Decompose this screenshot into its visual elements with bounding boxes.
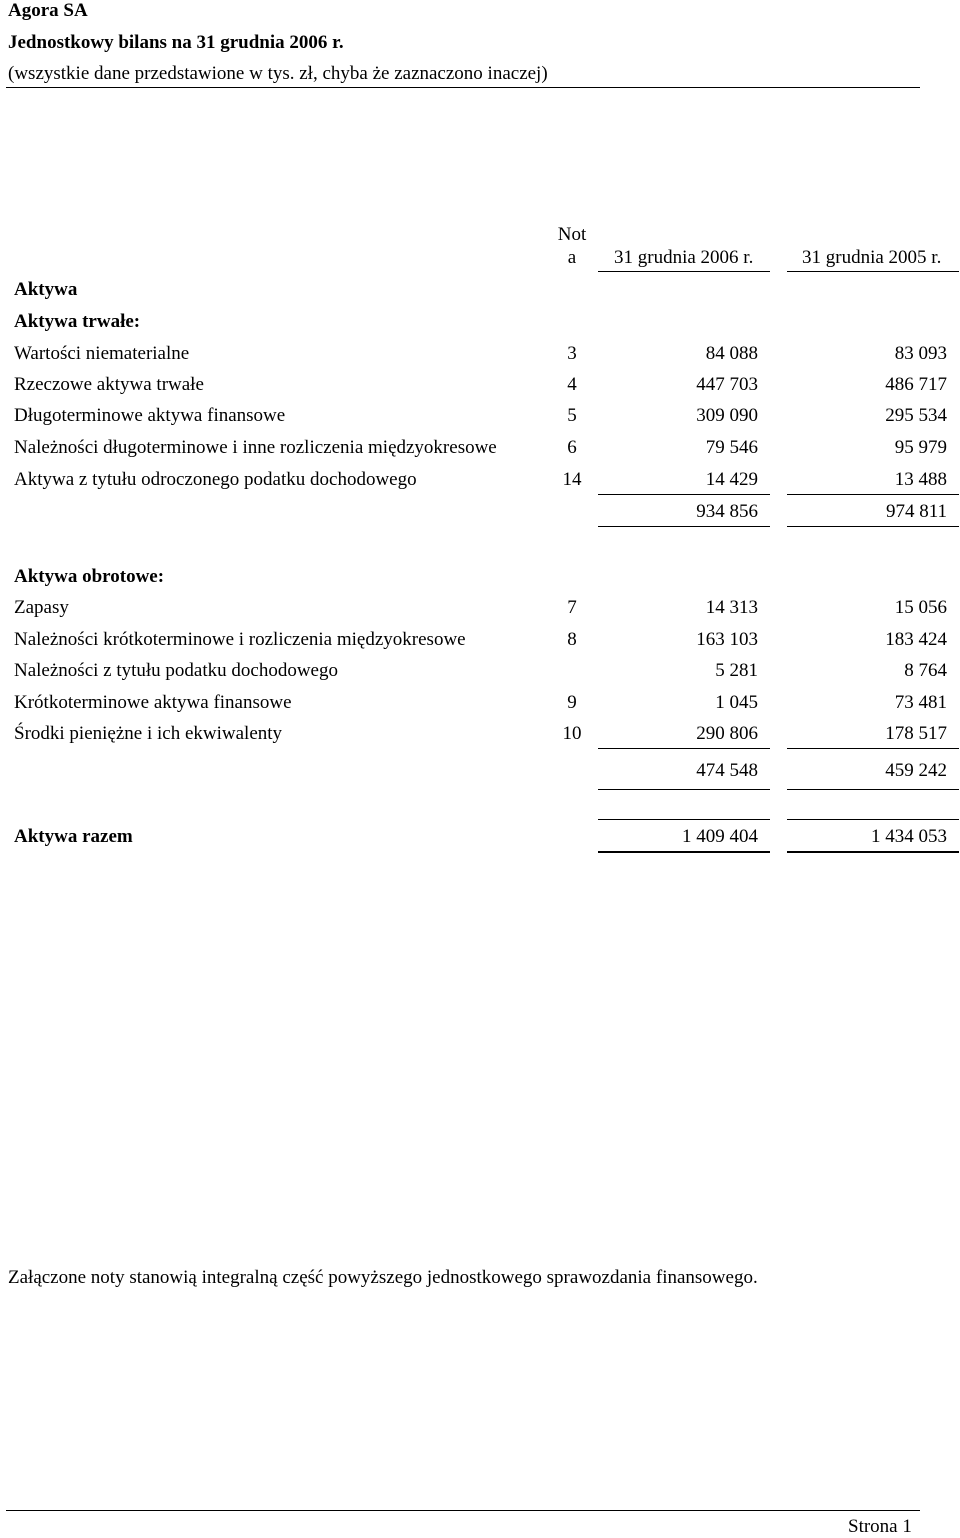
fixed-assets-heading: Aktywa trwałe:: [14, 311, 141, 332]
row-label: Krótkoterminowe aktywa finansowe: [14, 692, 292, 713]
row-label: Wartości niematerialne: [14, 343, 190, 364]
row-value-2005: 83 093: [894, 343, 947, 364]
current-assets-total-2006: 474 548: [696, 760, 758, 781]
row-value-2005: 73 481: [894, 692, 947, 713]
row-value-2005: 295 534: [885, 405, 947, 426]
page-number: Strona 1: [848, 1516, 912, 1537]
column-header-2006: 31 grudnia 2006 r.: [614, 247, 754, 268]
row-value-2005: 8 764: [904, 660, 947, 681]
row-label: Należności krótkoterminowe i rozliczenia międzyokresowe: [14, 629, 466, 650]
row-label: Środki pieniężne i ich ekwiwalenty: [14, 723, 283, 744]
row-value-2005: 178 517: [885, 723, 947, 744]
section-title: Aktywa: [14, 279, 78, 300]
column-header-2005: 31 grudnia 2005 r.: [802, 247, 942, 268]
row-note: 5: [567, 405, 577, 426]
note-header-line1: Not: [557, 224, 587, 245]
row-label: Zapasy: [14, 597, 69, 618]
row-value-2006: 5 281: [715, 660, 758, 681]
row-note: 10: [562, 723, 582, 744]
row-note: 3: [567, 343, 577, 364]
row-value-2006: 84 088: [705, 343, 758, 364]
company-name: Agora SA: [8, 0, 88, 21]
row-label: Należności z tytułu podatku dochodowego: [14, 660, 338, 681]
row-value-2006: 14 429: [705, 469, 758, 490]
document-subtitle: (wszystkie dane przedstawione w tys. zł, chyba że zaznaczono inaczej): [8, 63, 548, 84]
row-value-2006: 1 045: [715, 692, 758, 713]
fixed-assets-total-2006: 934 856: [696, 501, 758, 522]
row-label: Długoterminowe aktywa finansowe: [14, 405, 286, 426]
document-title: Jednostkowy bilans na 31 grudnia 2006 r.: [8, 32, 344, 53]
subtotal-rule-2005: [787, 748, 959, 749]
row-label: Rzeczowe aktywa trwałe: [14, 374, 204, 395]
grand-total-top-rule-2005: [787, 819, 959, 820]
row-value-2006: 79 546: [705, 437, 758, 458]
row-note: 8: [567, 629, 577, 650]
row-note: 14: [562, 469, 582, 490]
current-assets-total-2005: 459 242: [885, 760, 947, 781]
row-value-2005: 486 717: [885, 374, 947, 395]
row-note: 6: [567, 437, 577, 458]
grand-total-2006: 1 409 404: [682, 826, 758, 847]
row-value-2005: 95 979: [894, 437, 947, 458]
current-assets-heading: Aktywa obrotowe:: [14, 566, 165, 587]
row-value-2006: 14 313: [705, 597, 758, 618]
row-value-2006: 290 806: [696, 723, 758, 744]
row-value-2005: 13 488: [894, 469, 947, 490]
row-label: Aktywa z tytułu odroczonego podatku dochodowego: [14, 469, 417, 490]
row-value-2006: 447 703: [696, 374, 758, 395]
footer-note: Załączone noty stanowią integralną część powyższego jednostkowego sprawozdania finansowego.: [8, 1267, 758, 1288]
subtotal-underline-2006: [598, 526, 770, 527]
subtotal-rule-2006: [598, 748, 770, 749]
header-rule: [6, 87, 920, 88]
grand-total-2005: 1 434 053: [871, 826, 947, 847]
row-note: 4: [567, 374, 577, 395]
subtotal-underline-2005: [787, 789, 959, 790]
row-value-2005: 15 056: [894, 597, 947, 618]
subtotal-underline-2006: [598, 789, 770, 790]
row-label: Należności długoterminowe i inne rozliczenia międzyokresowe: [14, 437, 497, 458]
grand-total-double-rule-2005: [787, 851, 959, 853]
fixed-assets-total-2005: 974 811: [885, 501, 947, 522]
column-2005-rule: [787, 271, 959, 272]
column-2006-rule: [598, 271, 770, 272]
row-note: 7: [567, 597, 577, 618]
grand-total-double-rule-2006: [598, 851, 770, 853]
subtotal-underline-2005: [787, 526, 959, 527]
note-header-line2: a: [567, 247, 577, 268]
subtotal-rule-2005: [787, 494, 959, 495]
footer-rule: [6, 1510, 920, 1511]
row-value-2006: 309 090: [696, 405, 758, 426]
row-note: 9: [567, 692, 577, 713]
row-value-2005: 183 424: [885, 629, 947, 650]
grand-total-label: Aktywa razem: [14, 826, 133, 847]
row-value-2006: 163 103: [696, 629, 758, 650]
grand-total-top-rule-2006: [598, 819, 770, 820]
subtotal-rule-2006: [598, 494, 770, 495]
